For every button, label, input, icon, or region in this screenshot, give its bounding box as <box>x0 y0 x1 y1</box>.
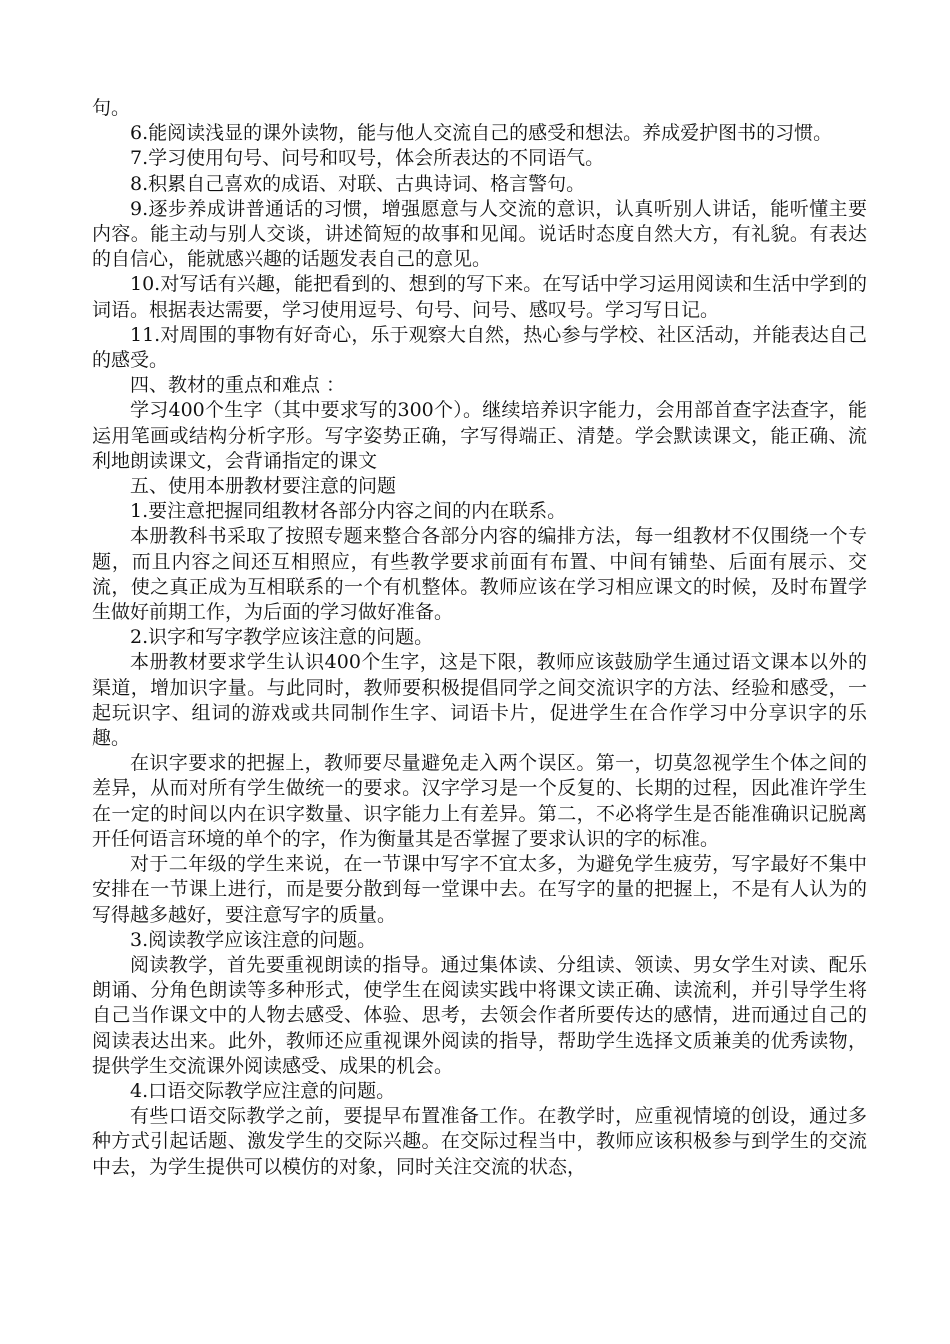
paragraph-literacy: 本册教材要求学生认识400个生字，这是下限，教师应该鼓励学生通过语文课本以外的渠道，增加识字量。与此同时，教师要积极提倡同学之间交流识字的方法、经验和感受，一起玩识字、组词的游戏或共同制作生字、词语卡片，促进学生在合作学习中分享识字的乐趣。 <box>92 651 867 750</box>
paragraph-goal-6: 6.能阅读浅显的课外读物，能与他人交流自己的感受和想法。养成爱护图书的习惯。 <box>130 122 833 145</box>
subheading-4: 4.口语交际教学应注意的问题。 <box>130 1079 396 1102</box>
paragraph-key-points: 学习400个生字（其中要求写的300个）。继续培养识字能力，会用部首查字法查字，能运用笔画或结构分析字形。写字姿势正确，字写得端正、清楚。学会默读课文，能正确、流利地朗读课文，会背诵指定的课文 <box>92 399 867 472</box>
section-heading-4: 四、教材的重点和难点 ： <box>130 374 346 397</box>
document-page <box>92 96 867 1180</box>
paragraph-structure: 本册教科书采取了按照专题来整合各部分内容的编排方法，每一组教材不仅围绕一个专题，而且内容之间还互相照应，有些教学要求前面有布置、中间有铺垫、后面有展示、交流，使之真正成为互相联系的一个有机整体。教师应该在学习相应课文的时候，及时布置学生做好前期工作，为后面的学习做好准备。 <box>92 525 867 624</box>
paragraph-goal-9: 9.逐步养成讲普通话的习惯，增强愿意与人交流的意识，认真听别人讲话，能听懂主要内容。能主动与别人交谈，讲述简短的故事和见闻。说话时态度自然大方，有礼貌。有表达的自信心，能就感兴趣的话题发表自己的意见。 <box>92 197 867 271</box>
section-heading-5: 五、使用本册教材要注意的问题 <box>130 475 397 498</box>
paragraph-goal-8: 8.积累自己喜欢的成语、对联、古典诗词、格言警句。 <box>130 172 586 195</box>
paragraph-literacy-pitfalls: 在识字要求的把握上，教师要尽量避免走入两个误区。第一，切莫忽视学生个体之间的差异，从而对所有学生做统一的要求。汉字学习是一个反复的、长期的过程，因此准许学生在一定的时间以内在识字数量、识字能力上有差异。第二，不必将学生是否能准确识记脱离开任何语言环境的单个的字，作为衡量其是否掌握了要求认识的字的标准。 <box>92 752 867 850</box>
paragraph-writing: 对于二年级的学生来说，在一节课中写字不宜太多，为避免学生疲劳，写字最好不集中安排在一节课上进行，而是要分散到每一堂课中去。在写字的量的把握上，不是有人认为的写得越多越好，要注意写字的质量。 <box>92 853 867 926</box>
paragraph-reading: 阅读教学，首先要重视朗读的指导。通过集体读、分组读、领读、男女学生对读、配乐朗诵、分角色朗读等多种形式，使学生在阅读实践中将课文读正确、读流利，并引导学生将自己当作课文中的人物去感受、体验、思考，去领会作者所要传达的感情，进而通过自己的阅读表达出来。此外，教师还应重视课外阅读的指导，帮助学生选择文质兼美的优秀读物，提供学生交流课外阅读感受、成果的机会。 <box>92 953 867 1077</box>
subheading-1: 1.要注意把握同组教材各部分内容之间的内在联系。 <box>130 500 567 523</box>
paragraph-continuation: 句。 <box>92 97 131 119</box>
subheading-2: 2.识字和写字教学应该注意的问题。 <box>130 626 434 649</box>
subheading-3: 3.阅读教学应该注意的问题。 <box>130 928 377 951</box>
paragraph-goal-10: 10.对写话有兴趣，能把看到的、想到的写下来。在写话中学习运用阅读和生活中学到的词语。根据表达需要，学习使用逗号、句号、问号、感叹号。学习写日记。 <box>92 273 867 321</box>
paragraph-oral: 有些口语交际教学之前，要提早布置准备工作。在教学时，应重视情境的创设，通过多种方式引起话题、激发学生的交际兴趣。在交际过程当中，教师应该积极参与到学生的交流中去，为学生提供可以模仿的对象，同时关注交流的状态， <box>92 1105 867 1178</box>
paragraph-goal-7: 7.学习使用句号、问号和叹号，体会所表达的不同语气。 <box>130 147 605 170</box>
paragraph-goal-11: 11.对周围的事物有好奇心，乐于观察大自然，热心参与学校、社区活动，并能表达自己的感受。 <box>92 323 867 372</box>
